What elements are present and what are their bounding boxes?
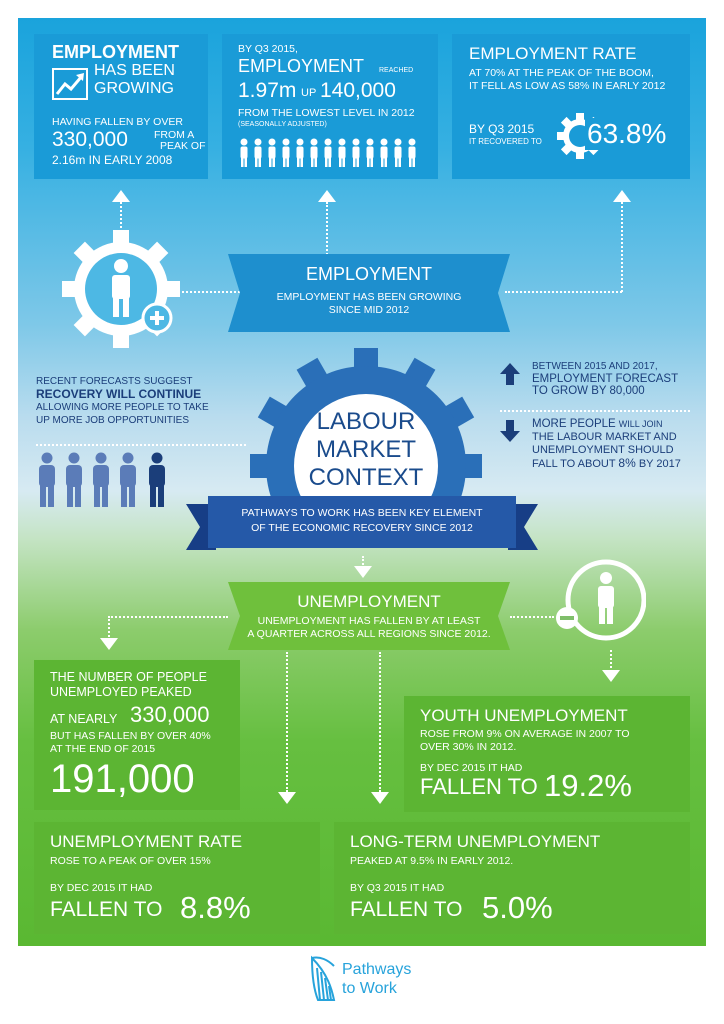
- arrow-down-3: [602, 670, 620, 682]
- longterm-title: LONG-TERM UNEMPLOYMENT: [350, 832, 601, 851]
- longterm-big-value: 5.0%: [482, 890, 553, 925]
- person-minus-icon: [554, 556, 646, 648]
- employment-banner-title: EMPLOYMENT: [305, 264, 433, 284]
- rate-title: UNEMPLOYMENT RATE: [50, 832, 243, 851]
- arrow-up-1: [112, 190, 130, 202]
- youth-title: YOUTH UNEMPLOYMENT: [420, 706, 628, 725]
- dotted-line-10: [610, 650, 612, 672]
- person-gear-icon: [58, 226, 184, 352]
- arrow-down-5: [371, 792, 389, 804]
- box1-line2: 2.16m IN EARLY 2008: [52, 153, 173, 167]
- box2-big-value-2: 140,000: [320, 79, 396, 102]
- right-note-a3: TO GROW BY 80,000: [532, 385, 645, 397]
- unemployed-peak-box: [34, 660, 240, 810]
- employment-reached-box: [222, 34, 438, 179]
- right-dotted-line: [500, 410, 690, 412]
- longterm-line1: PEAKED AT 9.5% IN EARLY 2012.: [350, 855, 514, 867]
- box1-title-2: HAS BEEN: [94, 62, 175, 79]
- box1-line1: HAVING FALLEN BY OVER: [52, 116, 183, 128]
- employment-banner-line1: EMPLOYMENT HAS BEEN GROWING: [276, 291, 462, 303]
- arrow-up-2: [318, 190, 336, 202]
- right-note-b2: THE LABOUR MARKET AND: [532, 431, 677, 443]
- logo-line1: Pathways: [342, 961, 412, 978]
- arrow-down-4: [278, 792, 296, 804]
- right-note-a2: EMPLOYMENT FORECAST: [532, 373, 679, 385]
- dotted-line-2: [326, 202, 328, 262]
- box1-title: EMPLOYMENT: [52, 42, 180, 62]
- dotted-line-9: [510, 616, 554, 618]
- peak-big-value-2: 191,000: [50, 757, 195, 801]
- youth-line2: OVER 30% IN 2012.: [420, 741, 517, 753]
- people-row-icon: [238, 138, 418, 168]
- box3-line2: IT FELL AS LOW AS 58% IN EARLY 2012: [469, 80, 666, 92]
- employment-rate-box: [452, 34, 690, 179]
- rate-big-value: 8.8%: [180, 890, 251, 925]
- ribbon-line1: PATHWAYS TO WORK HAS BEEN KEY ELEMENT: [241, 507, 483, 519]
- box3-line4: IT RECOVERED TO: [469, 137, 542, 146]
- box3-line1: AT 70% AT THE PEAK OF THE BOOM,: [469, 67, 654, 79]
- right-note-b4: FALL TO ABOUT: [532, 458, 616, 470]
- right-note-b1b: WILL JOIN: [618, 419, 663, 429]
- youth-fallen: FALLEN TO: [420, 774, 538, 799]
- right-note-b1: MORE PEOPLE: [532, 418, 616, 430]
- growth-chart-icon: [52, 68, 88, 100]
- peak-big-value-1: 330,000: [130, 702, 210, 727]
- youth-line1: ROSE FROM 9% ON AVERAGE IN 2007 TO: [420, 728, 630, 740]
- longterm-fallen: FALLEN TO: [350, 898, 463, 921]
- right-note-unemployment: [532, 418, 681, 471]
- center-line2: MARKET: [315, 436, 416, 463]
- youth-line3: BY DEC 2015 IT HAD: [420, 762, 523, 774]
- box3-line3: BY Q3 2015: [469, 122, 535, 136]
- unemployment-banner-line1: UNEMPLOYMENT HAS FALLEN BY AT LEAST: [257, 615, 481, 627]
- box2-up: UP: [301, 87, 317, 99]
- left-note-line3: ALLOWING MORE PEOPLE TO TAKE: [36, 402, 209, 413]
- arrow-down-1: [354, 566, 372, 578]
- dotted-line-8: [108, 616, 110, 640]
- peak-line3: AT NEARLY: [50, 712, 118, 726]
- dotted-line-7: [108, 616, 228, 618]
- dotted-line-3: [621, 202, 623, 292]
- box1-title-3: GROWING: [94, 80, 174, 97]
- longterm-line2: BY Q3 2015 IT HAD: [350, 882, 445, 894]
- pathways-logo-text: [342, 960, 411, 998]
- people-group-icon: [36, 452, 176, 510]
- unemployment-banner-line2: A QUARTER ACROSS ALL REGIONS SINCE 2012.: [247, 628, 491, 640]
- right-note-b4c: BY 2017: [638, 458, 681, 470]
- youth-big-value: 19.2%: [544, 768, 632, 803]
- peak-line4: BUT HAS FALLEN BY OVER 40%: [50, 730, 211, 742]
- rate-line2: BY DEC 2015 IT HAD: [50, 882, 153, 894]
- arrow-down-2: [100, 638, 118, 650]
- right-note-b3: UNEMPLOYMENT SHOULD: [532, 444, 674, 456]
- box2-title: EMPLOYMENT: [238, 56, 365, 76]
- peak-line2: UNEMPLOYED PEAKED: [50, 685, 192, 699]
- box3-big-value: 63.8%: [587, 118, 667, 149]
- youth-unemployment-box: [404, 696, 690, 812]
- box3-title: EMPLOYMENT RATE: [469, 44, 637, 63]
- center-line1: LABOUR: [316, 408, 416, 435]
- logo-line2: to Work: [342, 980, 397, 997]
- ribbon-line2: OF THE ECONOMIC RECOVERY SINCE 2012: [251, 522, 473, 534]
- box1-peak: PEAK OF: [160, 140, 206, 152]
- center-title: [300, 408, 432, 492]
- center-line3: CONTEXT: [308, 464, 424, 491]
- employment-growing-box: [34, 34, 208, 179]
- box1-big-value: 330,000: [52, 128, 128, 151]
- right-note-forecast: [532, 361, 678, 397]
- peak-line5: AT THE END OF 2015: [50, 743, 156, 755]
- unemployment-banner-title: UNEMPLOYMENT: [297, 592, 441, 611]
- dotted-line-1: [120, 202, 122, 228]
- left-note-line4: UP MORE JOB OPPORTUNITIES: [36, 415, 189, 426]
- arrow-up-icon: [500, 363, 520, 385]
- right-note-a1: BETWEEN 2015 AND 2017,: [532, 361, 658, 372]
- peak-line1: THE NUMBER OF PEOPLE: [50, 670, 207, 684]
- left-dotted-line: [36, 444, 246, 446]
- box2-note: (SEASONALLY ADJUSTED): [238, 121, 327, 128]
- rate-fallen: FALLEN TO: [50, 898, 163, 921]
- rate-line1: ROSE TO A PEAK OF OVER 15%: [50, 855, 211, 867]
- box2-line2: FROM THE LOWEST LEVEL IN 2012: [238, 107, 415, 119]
- dotted-line-12: [379, 652, 381, 792]
- right-note-b4b: 8%: [618, 456, 636, 470]
- long-term-unemployment-box: [334, 822, 690, 934]
- left-note-line1: RECENT FORECASTS SUGGEST: [36, 376, 193, 387]
- employment-banner-line2: SINCE MID 2012: [328, 304, 410, 316]
- box1-from: FROM A: [154, 129, 195, 141]
- box2-line1: BY Q3 2015,: [238, 43, 298, 55]
- unemployment-rate-box: [34, 822, 320, 934]
- arrow-up-3: [613, 190, 631, 202]
- left-note-line2: RECOVERY WILL CONTINUE: [36, 387, 202, 401]
- dotted-line-11: [286, 652, 288, 792]
- arrow-down-icon: [500, 420, 520, 442]
- box2-reached: REACHED: [379, 67, 414, 74]
- left-note: [36, 375, 209, 427]
- dotted-line-4: [505, 291, 622, 293]
- box2-big-value-1: 1.97m: [238, 79, 297, 102]
- harp-logo-icon: [308, 954, 338, 1004]
